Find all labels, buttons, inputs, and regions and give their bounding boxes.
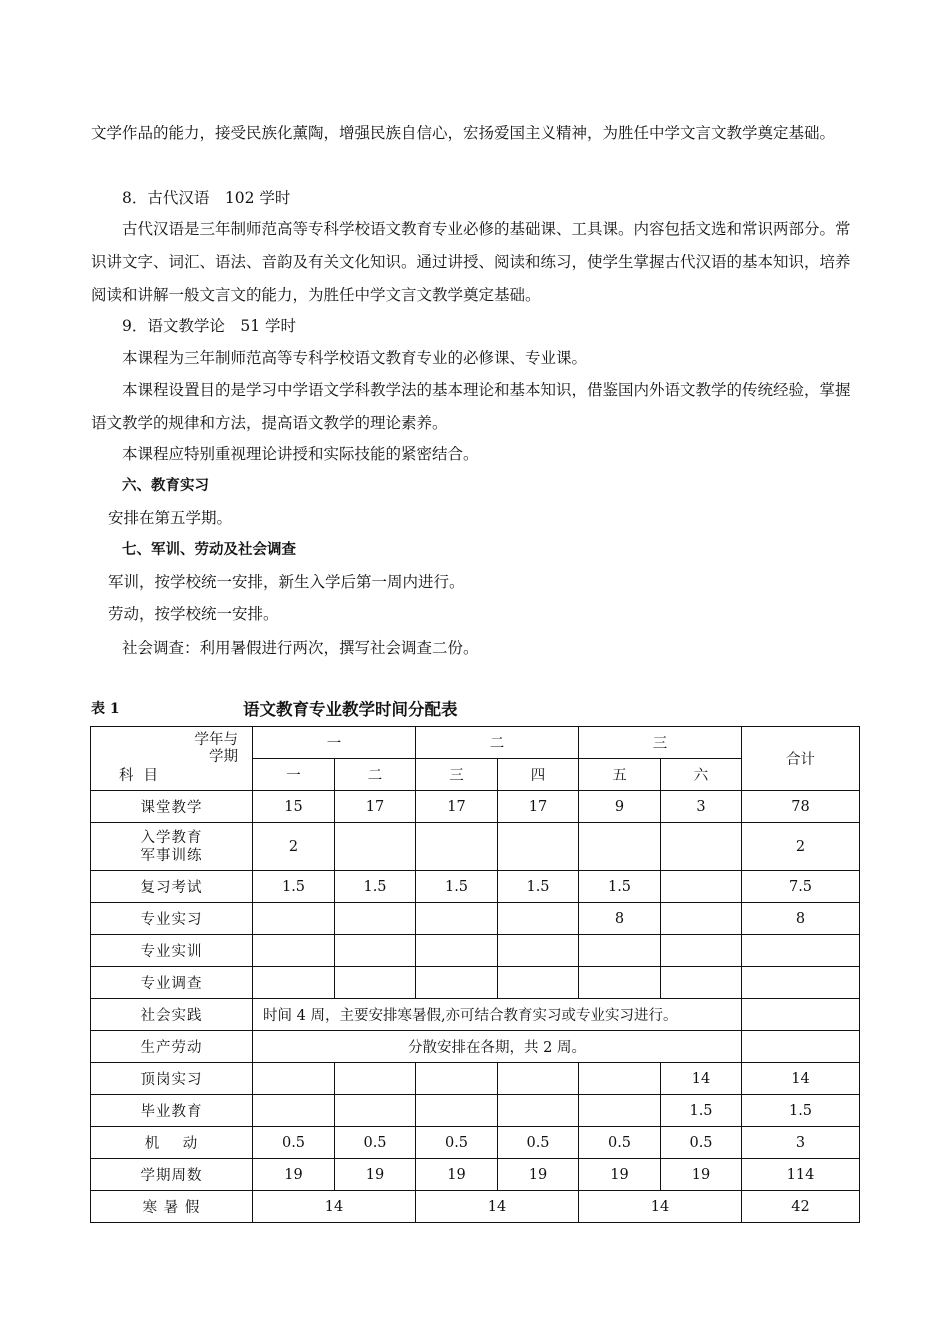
cell-total: 114 (742, 1159, 860, 1191)
paragraph-literature-continuation: 文学作品的能力，接受民族化薰陶，增强民族自信心，宏扬爱国主义精神，为胜任中学文言文教学奠定基础。 (91, 124, 836, 142)
cell: 0.5 (335, 1127, 416, 1159)
cell (335, 935, 416, 967)
cell-total: 78 (742, 791, 860, 823)
cell: 0.5 (253, 1127, 335, 1159)
cell: 1.5 (661, 1095, 742, 1127)
cell: 19 (253, 1159, 335, 1191)
cell (579, 1063, 661, 1095)
schedule-table (90, 726, 860, 1223)
cell: 9 (579, 791, 661, 823)
cell (416, 823, 498, 871)
section-heading-military: 七、军训、劳动及社会调查 (122, 542, 296, 558)
header-year-2: 二 (416, 727, 579, 759)
cell (335, 967, 416, 999)
row-subject-line: 军事训练 (140, 847, 203, 864)
cell-total (742, 935, 860, 967)
table-row (91, 1063, 860, 1095)
cell (335, 823, 416, 871)
table-row (91, 935, 860, 967)
cell-year-2: 14 (416, 1191, 579, 1223)
row-subject: 课堂教学 (91, 791, 253, 823)
row-subject: 社会实践 (91, 999, 253, 1031)
cell-total (742, 1031, 860, 1063)
row-subject: 寒 暑 假 (91, 1191, 253, 1223)
cell: 0.5 (498, 1127, 579, 1159)
table-row (91, 999, 860, 1031)
paragraph-military-training: 军训，按学校统一安排，新生入学后第一周内进行。 (108, 573, 465, 591)
cell: 14 (661, 1063, 742, 1095)
cell-year-3: 14 (579, 1191, 742, 1223)
table-row (91, 1095, 860, 1127)
table-row (91, 967, 860, 999)
cell (253, 935, 335, 967)
paragraph-ancient-chinese: 古代汉语是三年制师范高等专科学校语文教育专业必修的基础课、工具课。内容包括文选和常识两部分。常识讲文字、词汇、语法、音韵及有关文化知识。通过讲授、阅读和练习，使学生掌握古代汉语的基本知识，培养阅读和讲解一般文言文的能力，为胜任中学文言文教学奠定基础。 (91, 220, 851, 304)
cell-year-1: 14 (253, 1191, 416, 1223)
cell (416, 1063, 498, 1095)
cell (661, 823, 742, 871)
cell: 1.5 (498, 871, 579, 903)
cell: 19 (498, 1159, 579, 1191)
cell (661, 967, 742, 999)
cell (661, 903, 742, 935)
merged-note-cell: 时间 4 周，主要安排寒暑假,亦可结合教育实习或专业实习进行。 (253, 999, 742, 1031)
row-subject (91, 823, 253, 871)
table-row (91, 1127, 860, 1159)
header-term: 五 (579, 759, 661, 791)
cell: 17 (416, 791, 498, 823)
cell: 0.5 (661, 1127, 742, 1159)
merged-note-cell: 分散安排在各期，共 2 周。 (253, 1031, 742, 1063)
table-row (91, 1031, 860, 1063)
cell: 19 (661, 1159, 742, 1191)
cell (335, 1063, 416, 1095)
cell (416, 903, 498, 935)
cell-total (742, 967, 860, 999)
cell-total: 1.5 (742, 1095, 860, 1127)
cell-total: 42 (742, 1191, 860, 1223)
cell-total: 7.5 (742, 871, 860, 903)
cell-total: 14 (742, 1063, 860, 1095)
cell-total: 2 (742, 823, 860, 871)
cell (253, 1063, 335, 1095)
cell (498, 935, 579, 967)
header-year-3: 三 (579, 727, 742, 759)
header-subject: 科目 (119, 767, 168, 784)
header-year-1: 一 (253, 727, 416, 759)
cell-total: 8 (742, 903, 860, 935)
header-term: 二 (335, 759, 416, 791)
cell (661, 871, 742, 903)
row-subject-line: 入学教育 (140, 829, 203, 846)
paragraph-pedagogy-1: 本课程为三年制师范高等专科学校语文教育专业的必修课、专业课。 (122, 349, 588, 367)
header-term: 四 (498, 759, 579, 791)
cell: 0.5 (416, 1127, 498, 1159)
row-subject: 学期周数 (91, 1159, 253, 1191)
cell (579, 823, 661, 871)
cell-total: 3 (742, 1127, 860, 1159)
table-row (91, 871, 860, 903)
cell (416, 1095, 498, 1127)
row-subject: 专业实习 (91, 903, 253, 935)
cell (335, 903, 416, 935)
cell (253, 903, 335, 935)
cell (416, 967, 498, 999)
row-subject: 机 动 (91, 1127, 253, 1159)
cell: 15 (253, 791, 335, 823)
cell: 3 (661, 791, 742, 823)
cell (579, 1095, 661, 1127)
table-row (91, 791, 860, 823)
cell: 1.5 (416, 871, 498, 903)
cell: 19 (335, 1159, 416, 1191)
cell: 19 (579, 1159, 661, 1191)
row-subject: 毕业教育 (91, 1095, 253, 1127)
cell (498, 1063, 579, 1095)
header-corner-cell (91, 727, 253, 791)
table-row (91, 1159, 860, 1191)
cell (579, 935, 661, 967)
cell: 17 (498, 791, 579, 823)
cell-total (742, 999, 860, 1031)
row-subject: 专业调查 (91, 967, 253, 999)
row-subject: 专业实训 (91, 935, 253, 967)
paragraph-pedagogy-2: 本课程设置目的是学习中学语文学科教学法的基本理论和基本知识，借鉴国内外语文教学的传统经验，掌握语文教学的规律和方法，提高语文教学的理论素养。 (91, 381, 851, 432)
cell: 0.5 (579, 1127, 661, 1159)
paragraph-labor: 劳动，按学校统一安排。 (108, 605, 279, 623)
cell (498, 1095, 579, 1127)
section-heading-practice: 六、教育实习 (122, 478, 209, 494)
cell (498, 903, 579, 935)
cell (498, 967, 579, 999)
cell: 19 (416, 1159, 498, 1191)
header-term: 三 (416, 759, 498, 791)
cell (335, 1095, 416, 1127)
paragraph-pedagogy-3: 本课程应特别重视理论讲授和实际技能的紧密结合。 (122, 445, 479, 463)
table-title: 语文教育专业教学时间分配表 (243, 700, 458, 719)
row-subject: 复习考试 (91, 871, 253, 903)
table-row (91, 1191, 860, 1223)
cell: 8 (579, 903, 661, 935)
header-term: 六 (661, 759, 742, 791)
cell: 1.5 (579, 871, 661, 903)
paragraph-practice: 安排在第五学期。 (108, 509, 233, 527)
cell (579, 967, 661, 999)
row-subject: 生产劳动 (91, 1031, 253, 1063)
cell (661, 935, 742, 967)
cell (253, 967, 335, 999)
cell (498, 823, 579, 871)
cell: 2 (253, 823, 335, 871)
cell: 1.5 (335, 871, 416, 903)
cell (253, 1095, 335, 1127)
header-year-term: 学年与 学期 (194, 731, 238, 765)
heading-ancient-chinese: 8．古代汉语 102 学时 (122, 189, 291, 207)
heading-chinese-pedagogy: 9．语文教学论 51 学时 (122, 317, 297, 335)
cell: 17 (335, 791, 416, 823)
table-row (91, 903, 860, 935)
cell: 1.5 (253, 871, 335, 903)
table-number: 表 1 (91, 701, 120, 717)
paragraph-social-survey: 社会调查：利用暑假进行两次，撰写社会调查二份。 (122, 639, 479, 657)
header-total: 合计 (742, 727, 860, 791)
cell (416, 935, 498, 967)
header-row-years (91, 727, 860, 759)
row-subject: 顶岗实习 (91, 1063, 253, 1095)
header-term: 一 (253, 759, 335, 791)
table-row (91, 823, 860, 871)
table-caption (91, 696, 861, 724)
